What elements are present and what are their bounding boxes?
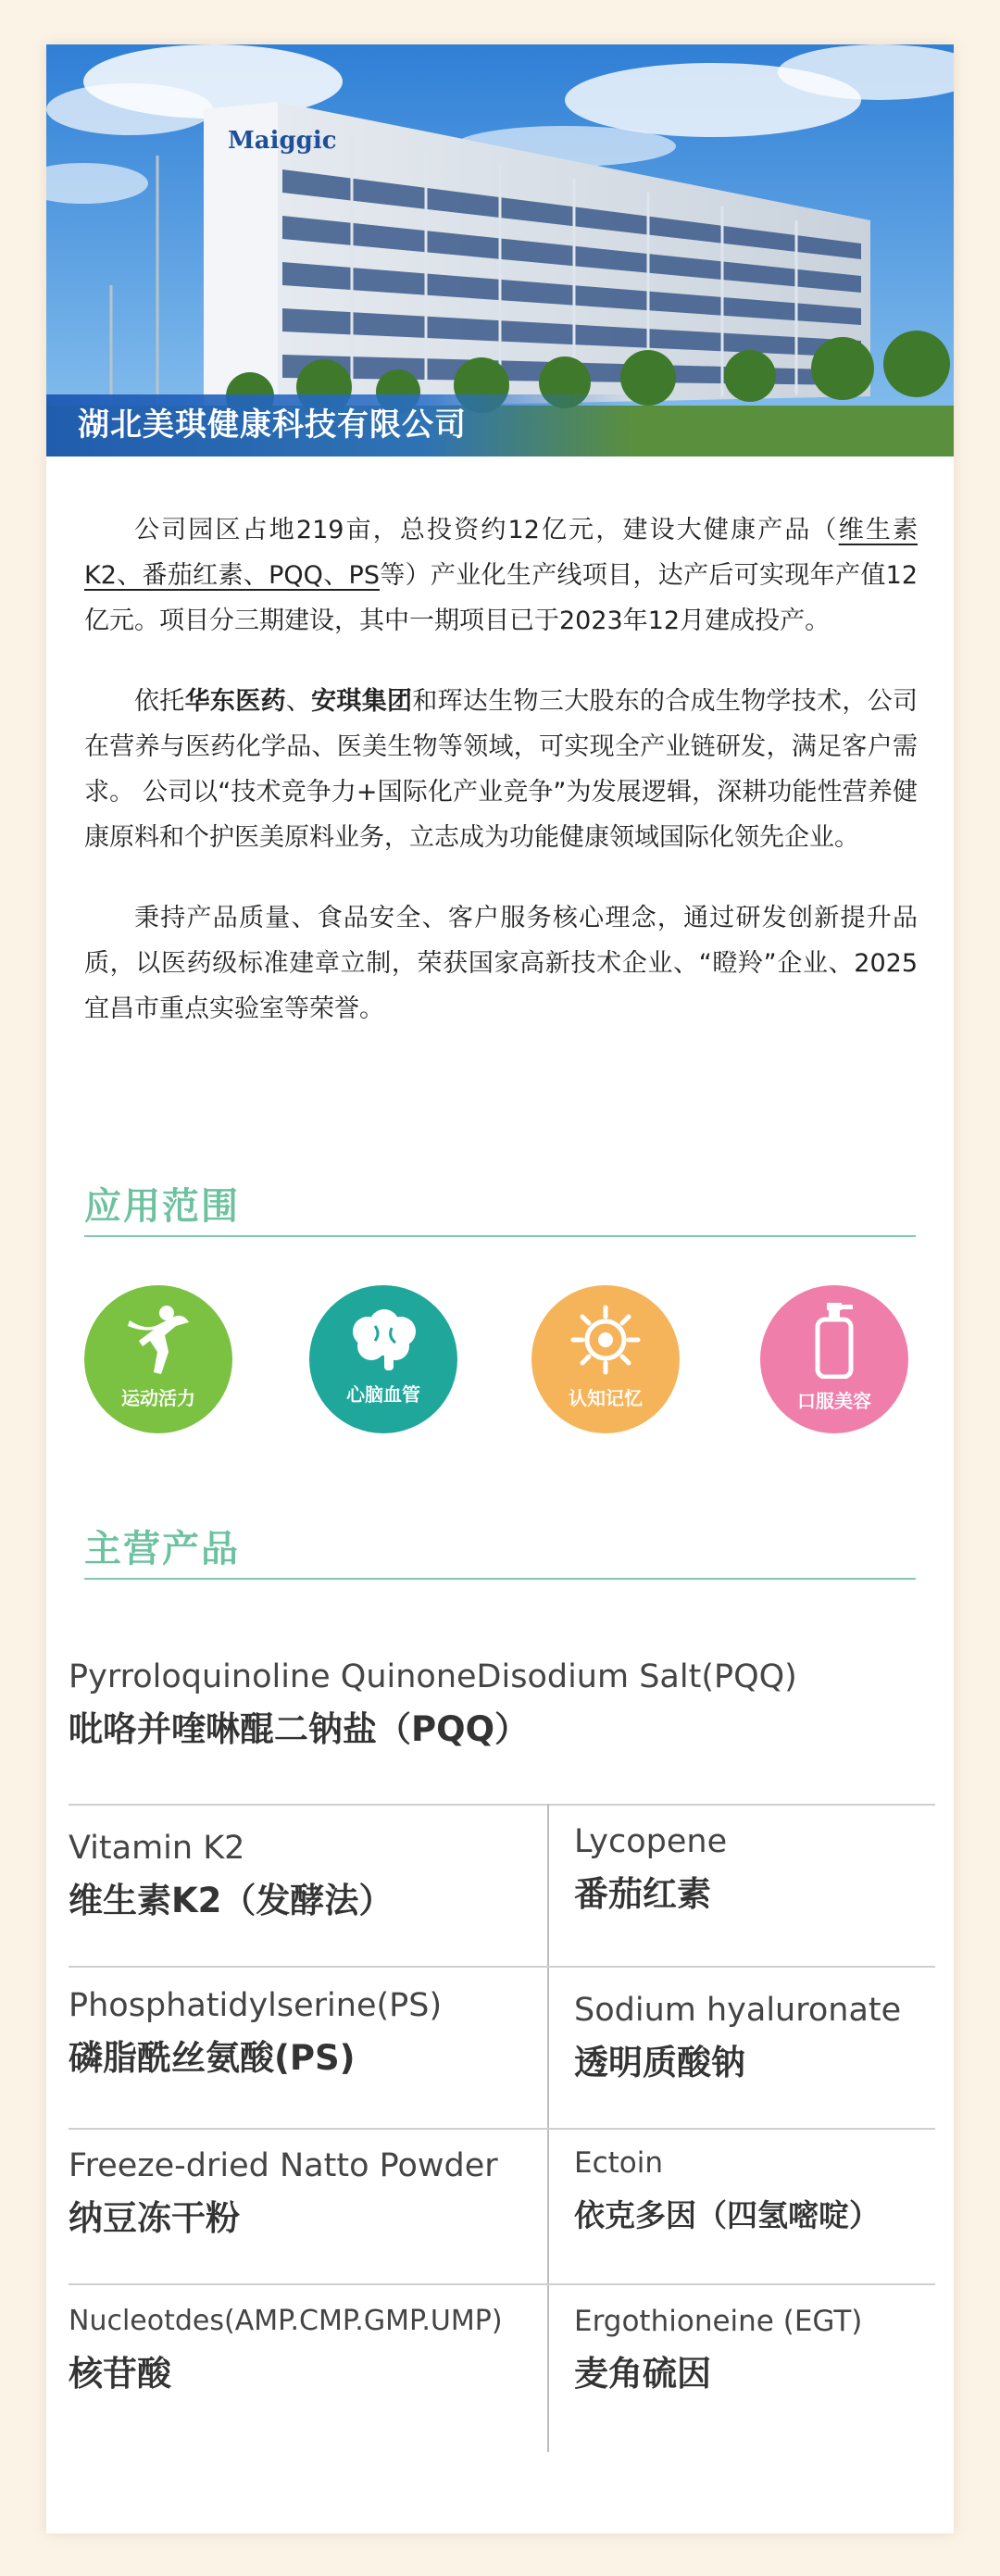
product-en-name: Ectoin	[574, 2146, 664, 2180]
product-en-name: Ergothioneine (EGT)	[574, 2305, 863, 2338]
product-zh-name: 纳豆冻干粉	[69, 2198, 240, 2238]
products-heading	[84, 1526, 916, 1580]
product-zh-name: 番茄红素	[574, 1874, 711, 1914]
product-natto-powder	[69, 2145, 531, 2243]
divider	[69, 1804, 935, 1806]
product-nucleotides	[69, 2300, 550, 2398]
intro-paragraph-1	[84, 507, 918, 644]
runner-icon	[124, 1304, 193, 1376]
intro-paragraph-2	[84, 679, 918, 860]
product-zh-name: 依克多因（四氢嘧啶）	[574, 2197, 880, 2233]
product-en-name: Lycopene	[574, 1823, 728, 1860]
product-ergothioneine	[574, 2300, 944, 2398]
product-featured	[69, 1656, 954, 1754]
app-label: 认知记忆	[569, 1386, 643, 1409]
product-vitamin-k2	[69, 1827, 531, 1925]
product-en-name: Phosphatidylserine(PS)	[69, 1987, 443, 2024]
product-zh-name: 磷脂酰丝氨酸(PS)	[69, 2038, 356, 2078]
product-en-name: Freeze-dried Natto Powder	[69, 2147, 498, 2184]
intro-p2-text-rest: 和珲达生物三大股东的合成生物学技术，公司在营养与医药化学品、医美生物等领域，可实现全产业链研发，满足客户需求。 公司以“技术竞争力+国际化产业竞争”为发展逻辑，深耕功能性营养健康原料和个护医美原料业务，立志成为功能健康领域国际化领先企业。	[84, 687, 919, 852]
intro-paragraph-3: 秉持产品质量、食品安全、客户服务核心理念，通过研发创新提升品质，以医药级标准建章立制，荣获国家高新技术企业、“瞪羚”企业、2025宜昌市重点实验室等荣誉。	[84, 904, 918, 1023]
product-zh-name: 透明质酸钠	[574, 2043, 745, 2082]
applications-title: 应用范围	[84, 1185, 240, 1228]
app-cardio-cerebral	[309, 1285, 457, 1433]
product-lycopene	[574, 1820, 944, 1919]
divider	[69, 2128, 935, 2130]
product-zh-name: 核苷酸	[69, 2354, 171, 2394]
applications-list	[84, 1285, 918, 1443]
products-title: 主营产品	[84, 1528, 240, 1570]
applications-heading	[84, 1183, 916, 1237]
product-sodium-hyaluronate	[574, 1989, 944, 2087]
hero-image	[46, 44, 954, 456]
app-oral-beauty	[760, 1285, 908, 1433]
product-en-name: Nucleotdes(AMP.CMP.GMP.UMP)	[69, 2305, 503, 2337]
company-intro	[84, 507, 918, 1067]
product-en-name: Sodium hyaluronate	[574, 1992, 902, 2029]
app-sport-vitality	[84, 1285, 232, 1433]
brain-icon	[347, 1307, 419, 1372]
app-cognitive-memory	[531, 1285, 680, 1433]
product-ectoin	[574, 2142, 944, 2240]
product-zh-name: 维生素K2（发酵法）	[69, 1881, 394, 1920]
app-label: 运动活力	[121, 1386, 195, 1409]
sun-gear-icon	[569, 1304, 642, 1376]
intro-p1-text-rest: 等）产业化生产线项目，达产后可实现年产值12亿元。项目分三期建设，其中一期项目已于2023年12月建成投产。	[84, 561, 919, 635]
product-zh-name: 麦角硫因	[574, 2354, 711, 2394]
product-en-name: Pyrroloquinoline QuinoneDisodium Salt(PQQ)	[69, 1658, 797, 1695]
product-phosphatidylserine	[69, 1984, 531, 2082]
intro-p1-products: 维生素K2、番茄红素、PQQ、PS	[84, 516, 919, 590]
intro-p2-text: 依托	[134, 687, 185, 716]
app-label: 心脑血管	[346, 1382, 420, 1406]
company-name-banner: 湖北美琪健康科技有限公司	[46, 394, 633, 456]
intro-p1-text: 公司园区占地219亩，总投资约12亿元，建设大健康产品（	[134, 516, 839, 544]
product-en-name: Vitamin K2	[69, 1830, 245, 1867]
intro-p2-sep: 、	[285, 687, 312, 716]
product-zh-name: 吡咯并喹啉醌二钠盐（PQQ）	[69, 1709, 530, 1749]
intro-p2-shareholder-2: 安琪集团	[311, 687, 413, 716]
bottle-icon	[806, 1301, 862, 1379]
building-logo: Maiggic	[228, 127, 337, 155]
divider	[69, 1966, 935, 1968]
divider	[69, 2283, 935, 2285]
intro-p2-shareholder-1: 华东医药	[184, 687, 286, 716]
company-card	[46, 44, 954, 2533]
app-label: 口服美容	[797, 1389, 871, 1412]
